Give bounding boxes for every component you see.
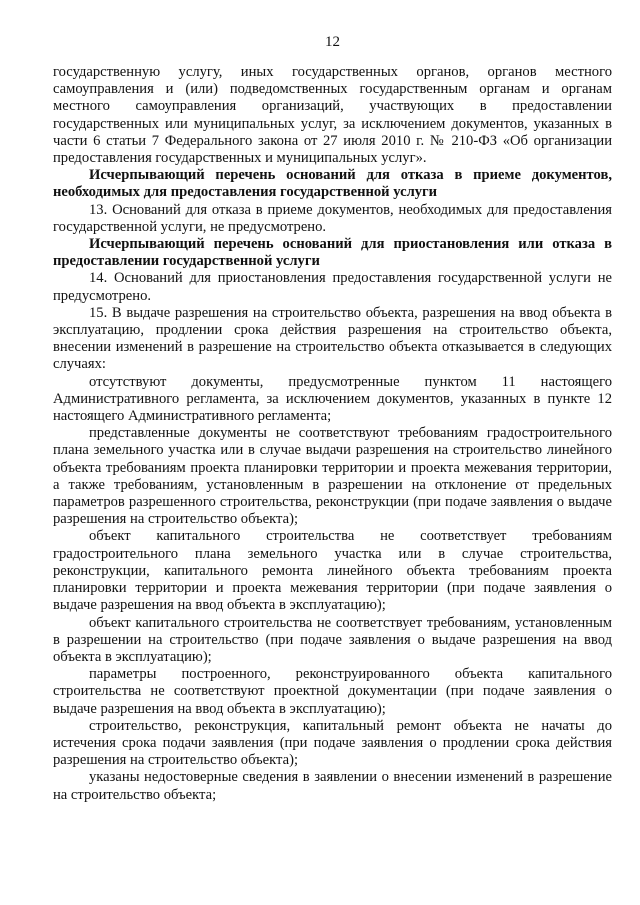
- paragraph: 14. Оснований для приостановления предоставления государственной услуги не предусмотрено.: [53, 270, 612, 304]
- section-heading: Исчерпывающий перечень оснований для отказа в приеме документов, необходимых для предоставления государственной услуги: [53, 167, 612, 201]
- paragraph: объект капитального строительства не соответствует требованиям градостроительного плана земельного участка или в случае строительства, реконструкции, капитального ремонта линейного объекта требованиям проекта планировки территории и проекта межевания территории (при подаче заявления о выдаче разрешения на ввод объекта в эксплуатацию);: [53, 528, 612, 614]
- paragraph: указаны недостоверные сведения в заявлении о внесении изменений в разрешение на строительство объекта;: [53, 769, 612, 803]
- paragraph: отсутствуют документы, предусмотренные пунктом 11 настоящего Административного регламента, за исключением документов, указанных в пункте 12 настоящего Административного регламента;: [53, 373, 612, 425]
- paragraph: государственную услугу, иных государственных органов, органов местного самоуправления и (или) подведомственных государственным органам и органам местного самоуправления организаций, участвующих в предоставлении государственных или муниципальных услуг, за исключением документов, указанных в части 6 статьи 7 Федерального закона от 27 июля 2010 г. № 210-ФЗ «Об организации предоставления государственных и муниципальных услуг».: [53, 64, 612, 167]
- document-body: [53, 64, 612, 804]
- paragraph: параметры построенного, реконструированного объекта капитального строительства не соответствуют проектной документации (при подаче заявления о выдаче разрешения на ввод объекта в эксплуатацию);: [53, 666, 612, 717]
- paragraph: строительство, реконструкция, капитальный ремонт объекта не начаты до истечения срока подачи заявления (при подаче заявления о продлении срока действия разрешения на строительство объекта);: [53, 717, 612, 769]
- page-number: 12: [325, 34, 340, 50]
- section-heading: Исчерпывающий перечень оснований для приостановления или отказа в предоставлении государственной услуги: [53, 236, 612, 270]
- paragraph: 13. Оснований для отказа в приеме документов, необходимых для предоставления государственной услуги, не предусмотрено.: [53, 201, 612, 235]
- paragraph: представленные документы не соответствуют требованиям градостроительного плана земельного участка или в случае выдачи разрешения на строительство линейного объекта требованиям проекта планировки территории и проекта межевания территории, а также требованиям, установленным в разрешении на отклонение от предельных параметров разрешенного строительства, реконструкции (при подаче заявления о выдаче разрешения на строительство объекта);: [53, 425, 612, 528]
- paragraph: 15. В выдаче разрешения на строительство объекта, разрешения на ввод объекта в эксплуатацию, продлении срока действия разрешения на строительство объекта, внесении изменений в разрешение на строительство объекта отказывается в следующих случаях:: [53, 304, 612, 373]
- paragraph: объект капитального строительства не соответствует требованиям, установленным в разрешении на строительство (при подаче заявления о выдаче разрешения на ввод объекта в эксплуатацию);: [53, 614, 612, 665]
